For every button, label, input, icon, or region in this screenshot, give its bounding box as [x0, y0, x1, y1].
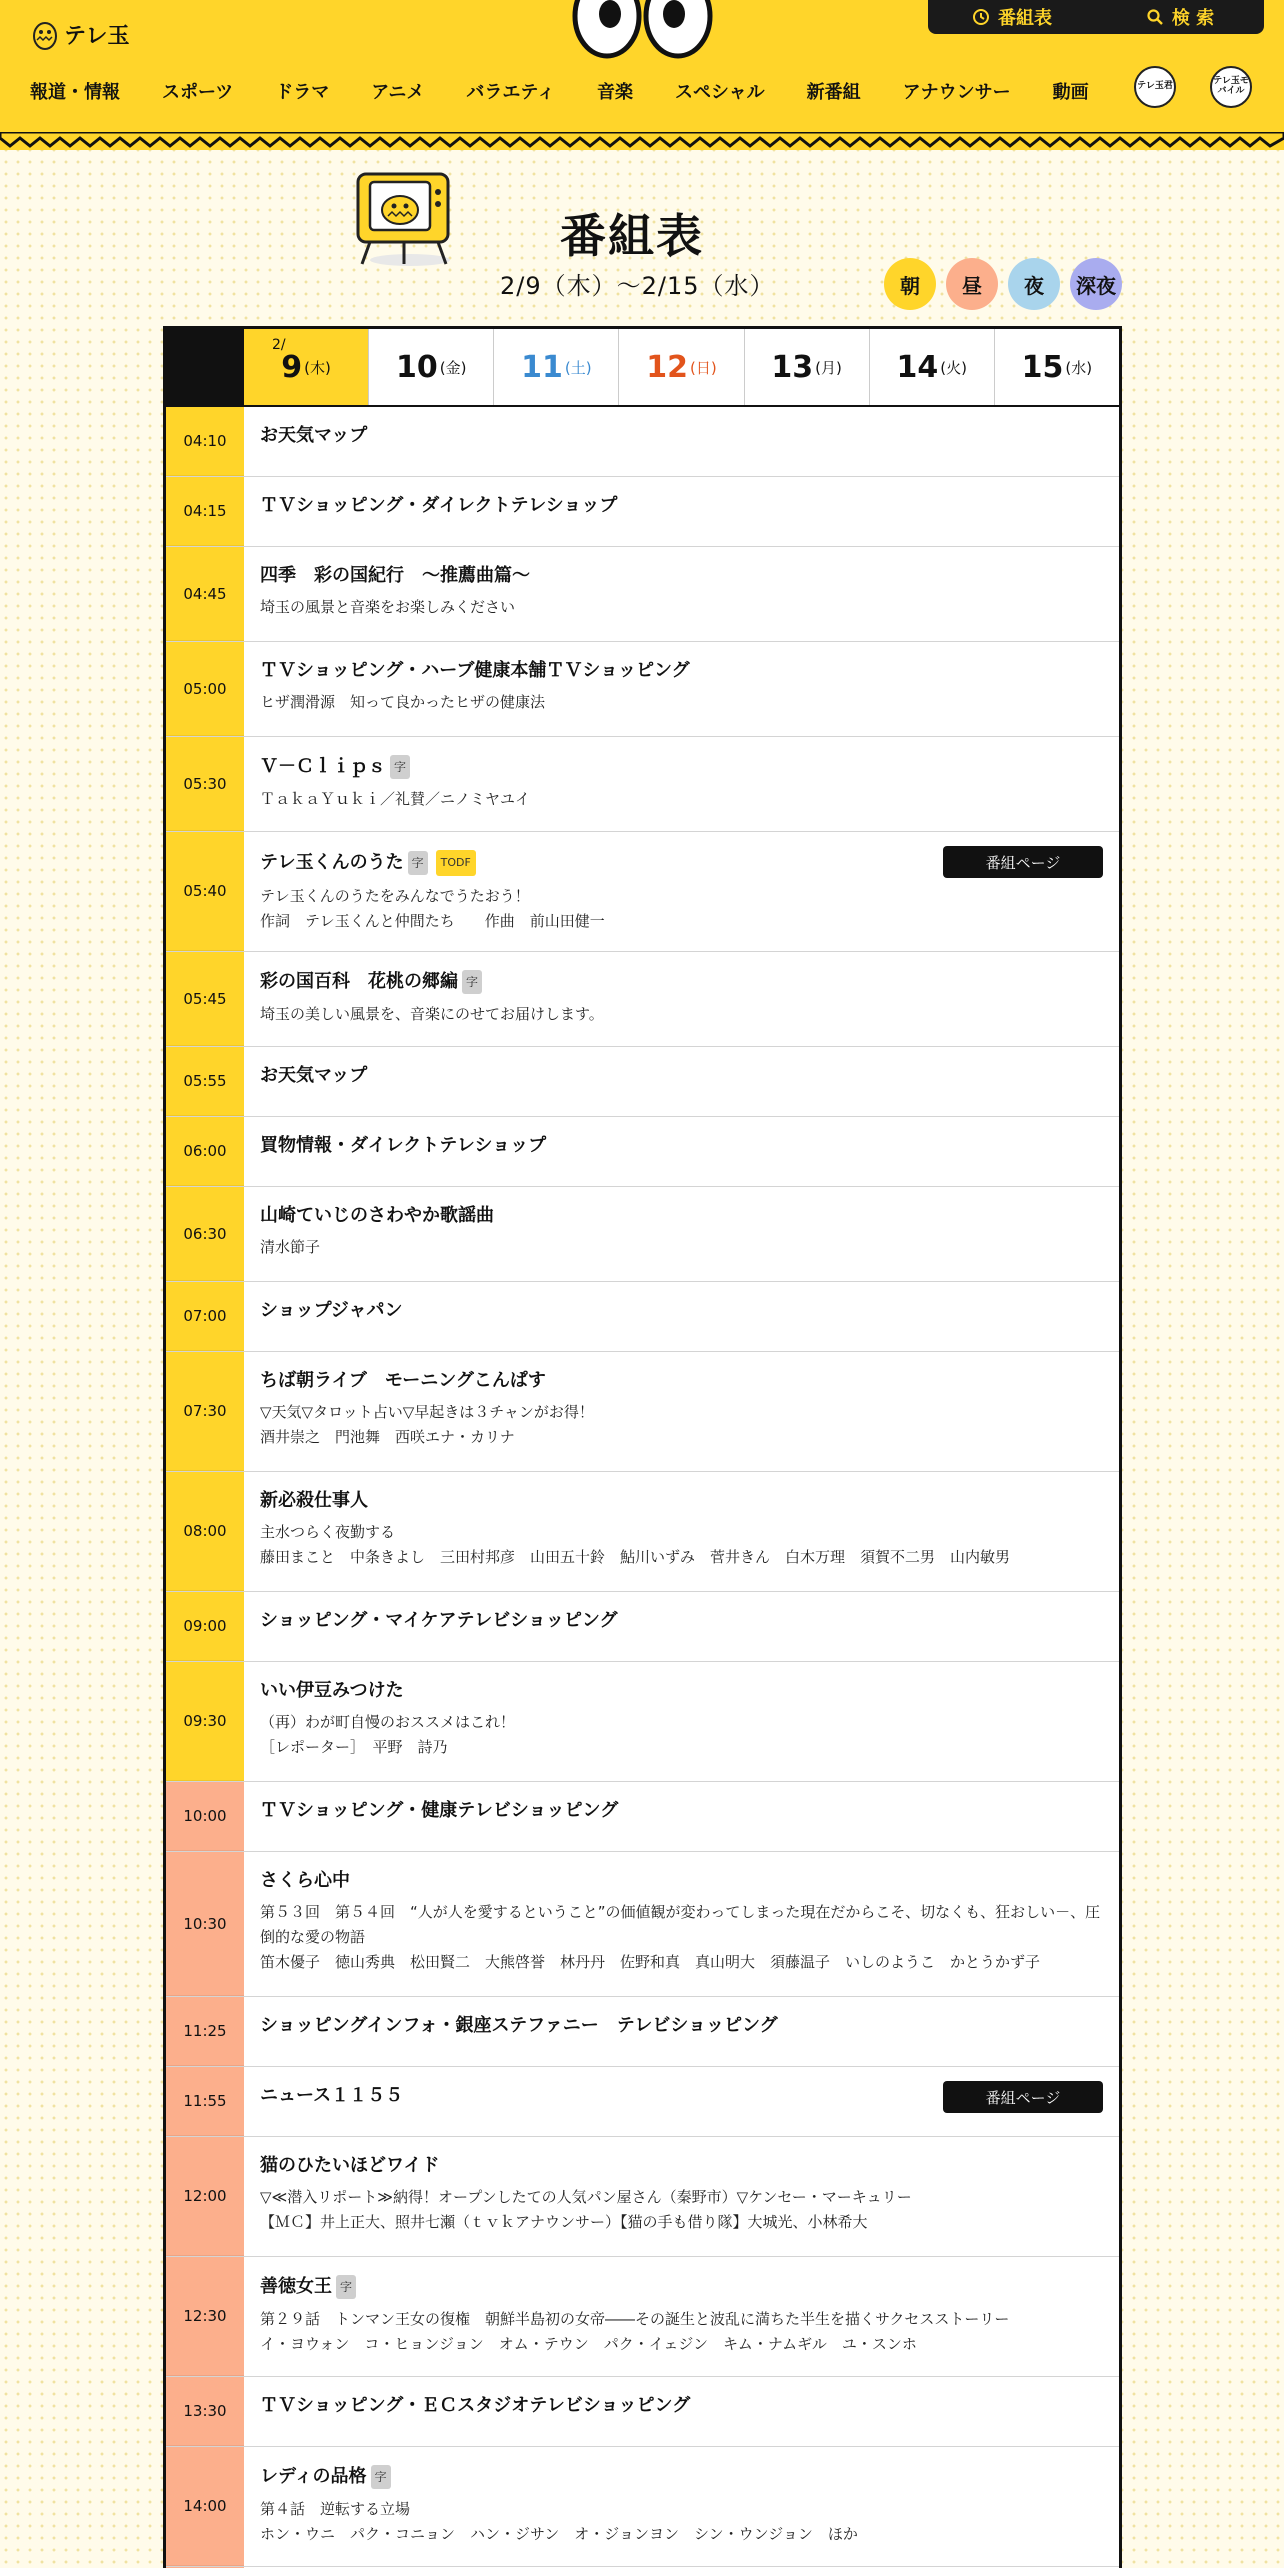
- nav-music[interactable]: 音楽: [596, 82, 633, 103]
- program-title: ショップジャパン: [260, 1300, 403, 1321]
- program-cell[interactable]: [244, 1352, 1119, 1471]
- search-button-label: 検 索: [1171, 8, 1215, 29]
- program-title: テレ玉くんのうた: [260, 852, 404, 873]
- mascot-eyes-icon: [570, 0, 715, 60]
- day-number: 10: [395, 349, 438, 385]
- program-title: お天気マップ: [260, 425, 368, 446]
- program-cell[interactable]: [244, 1852, 1119, 1996]
- main-nav: [30, 78, 1089, 104]
- program-title: ＴＶショッピング・ハーブ健康本舗ＴＶショッピング: [260, 660, 690, 681]
- time-slot: 10:30: [166, 1852, 244, 1996]
- badge-label: テレ玉モバイル: [1213, 76, 1249, 96]
- program-cell[interactable]: [244, 1282, 1119, 1351]
- program-row: [166, 952, 1119, 1047]
- subtitle-badge: 字: [371, 2465, 391, 2489]
- program-description: ヒザ潤滑源 知って良かったヒザの健康法: [260, 693, 546, 711]
- time-of-day-night[interactable]: [1008, 258, 1060, 310]
- tele-tama-mascot-icon: [32, 16, 58, 52]
- program-cell[interactable]: [244, 407, 1119, 476]
- program-description: 笛木優子 徳山秀典 松田賢二 大熊啓誉 林丹丹 佐野和真 真山明大 須藤温子 いしのようこ かとうかず子: [260, 1953, 1041, 1971]
- time-slot: 06:30: [166, 1187, 244, 1281]
- time-slot: 05:55: [166, 1047, 244, 1116]
- day-number: 13: [771, 349, 814, 385]
- time-slot: 11:55: [166, 2067, 244, 2136]
- day-tab-fri[interactable]: [368, 329, 493, 405]
- program-title: さくら心中: [260, 1870, 350, 1891]
- program-row: [166, 1117, 1119, 1187]
- program-title: いい伊豆みつけた: [260, 1680, 404, 1701]
- program-row: [166, 1997, 1119, 2067]
- search-button[interactable]: [1096, 0, 1264, 34]
- program-cell[interactable]: [244, 2137, 1119, 2256]
- day-tab-sun[interactable]: [618, 329, 743, 405]
- time-slot: 05:30: [166, 737, 244, 831]
- time-slot: 04:45: [166, 547, 244, 641]
- time-slot: 07:30: [166, 1352, 244, 1471]
- day-number: 9: [281, 349, 303, 385]
- nav-sports[interactable]: スポーツ: [162, 82, 234, 103]
- program-description: イ・ヨウォン コ・ヒョンジョン オム・テウン パク・イェジン キム・ナムギル ユ・スンホ: [260, 2335, 917, 2353]
- day-weekday: (月): [815, 358, 842, 377]
- program-description: ［レポーター］ 平野 詩乃: [260, 1738, 448, 1756]
- program-cell[interactable]: [244, 1117, 1119, 1186]
- time-slot: 12:00: [166, 2137, 244, 2256]
- program-description: テレ玉くんのうたをみんなでうたおう！: [260, 887, 530, 905]
- time-slot: 04:10: [166, 407, 244, 476]
- time-of-day-late-night[interactable]: [1070, 258, 1122, 310]
- program-description: 主水つらく夜勤する: [260, 1523, 396, 1541]
- program-cell[interactable]: [244, 1662, 1119, 1781]
- day-weekday: (水): [1065, 358, 1093, 377]
- time-of-day-morning[interactable]: [884, 258, 936, 310]
- program-description: 作詞 テレ玉くんと仲間たち 作曲 前山田健一: [260, 912, 605, 930]
- program-description: 【ＭＣ】井上正大、照井七瀬（ｔｖｋアナウンサー）【猫の手も借り隊】大城光、小林希大: [260, 2213, 868, 2231]
- program-row: [166, 2067, 1119, 2137]
- day-tab-tue[interactable]: [869, 329, 994, 405]
- time-slot: 08:00: [166, 1472, 244, 1591]
- subtitle-badge: 字: [390, 755, 410, 779]
- time-slot: 14:00: [166, 2447, 244, 2566]
- program-row: [166, 1187, 1119, 1282]
- program-row: [166, 1782, 1119, 1852]
- day-number: 14: [896, 349, 939, 385]
- program-row: [166, 477, 1119, 547]
- date-range: 2/9（木）〜2/15（水）: [500, 272, 775, 300]
- program-cell[interactable]: [244, 642, 1119, 736]
- program-description: ▽≪潜入リポート≫納得！オープンしたての人気パン屋さん（秦野市）▽ケンセー・マーキュリー: [260, 2188, 912, 2206]
- program-row: [166, 1852, 1119, 1997]
- day-month-prefix: 2/: [272, 337, 286, 353]
- program-description: 酒井崇之 門池舞 西咲エナ・カリナ: [260, 1428, 515, 1446]
- day-tabs: [166, 329, 1119, 407]
- program-title: Ｖ－Ｃｌｉｐｓ: [260, 756, 386, 777]
- subtitle-badge: 字: [462, 970, 482, 994]
- nav-anime[interactable]: アニメ: [371, 82, 425, 103]
- page-title: 番組表: [560, 209, 704, 263]
- program-cell[interactable]: [244, 832, 1119, 951]
- program-description: 清水節子: [260, 1238, 321, 1256]
- day-number: 11: [521, 349, 563, 385]
- nav-announcer[interactable]: アナウンサー: [902, 82, 1011, 103]
- program-title: ちば朝ライブ モーニングこんぱす: [260, 1370, 546, 1391]
- day-number: 12: [646, 349, 688, 385]
- subtitle-badge: 字: [408, 851, 428, 875]
- program-title: 山崎ていじのさわやか歌謡曲: [260, 1205, 494, 1226]
- search-icon: [1146, 8, 1164, 26]
- time-slot: 05:40: [166, 832, 244, 951]
- program-row: [166, 2257, 1119, 2377]
- top-button-bar: [928, 0, 1264, 34]
- tod-label: 昼: [962, 273, 982, 298]
- program-cell[interactable]: [244, 2067, 1119, 2136]
- time-slot: 05:45: [166, 952, 244, 1046]
- tv-mascot-icon: [350, 168, 460, 268]
- program-description: 埼玉の風景と音楽をお楽しみください: [260, 598, 516, 616]
- day-weekday: (土): [564, 358, 592, 377]
- program-row: [166, 1047, 1119, 1117]
- day-number: 15: [1021, 349, 1064, 385]
- time-slot: 05:00: [166, 642, 244, 736]
- day-weekday: (金): [439, 358, 467, 377]
- time-slot: 11:25: [166, 1997, 244, 2066]
- program-title: 四季 彩の国紀行 ～推薦曲篇～: [260, 565, 530, 586]
- nav-news[interactable]: 報道・情報: [30, 82, 120, 103]
- badge-label: テレ玉君: [1137, 81, 1173, 92]
- nav-drama[interactable]: ドラマ: [275, 82, 330, 103]
- program-title: 買物情報・ダイレクトテレショップ: [260, 1135, 547, 1156]
- program-cell[interactable]: [244, 1782, 1119, 1851]
- time-slot: 06:00: [166, 1117, 244, 1186]
- program-cell[interactable]: [244, 1047, 1119, 1116]
- program-title: 新必殺仕事人: [260, 1490, 368, 1511]
- program-description: （再）わが町自慢のおススメはこれ！: [260, 1713, 516, 1731]
- program-cell[interactable]: [244, 477, 1119, 546]
- schedule-button-label: 番組表: [998, 8, 1052, 29]
- time-slot: 12:30: [166, 2257, 244, 2376]
- program-title: ショッピングインフォ・銀座ステファニー テレビショッピング: [260, 2015, 778, 2036]
- program-title: レディの品格: [260, 2466, 367, 2487]
- nav-badge-teletama-kun[interactable]: [1134, 66, 1176, 108]
- program-row: [166, 2377, 1119, 2447]
- program-row: [166, 1472, 1119, 1592]
- day-tab-mon[interactable]: [744, 329, 869, 405]
- time-slot: 09:30: [166, 1662, 244, 1781]
- program-description: 埼玉の美しい風景を、音楽にのせてお届けします。: [260, 1005, 604, 1023]
- day-weekday: (日): [690, 358, 717, 377]
- program-page-button[interactable]: 番組ページ: [943, 2081, 1103, 2113]
- day-weekday: (木): [304, 358, 331, 377]
- nav-special[interactable]: スペシャル: [674, 82, 765, 103]
- site-logo[interactable]: [32, 16, 130, 52]
- program-cell[interactable]: [244, 737, 1119, 831]
- program-cell[interactable]: [244, 1592, 1119, 1661]
- day-tab-wed[interactable]: [994, 329, 1119, 405]
- nav-new-programs[interactable]: 新番組: [806, 82, 861, 103]
- program-title: お天気マップ: [260, 1065, 368, 1086]
- program-row: [166, 2447, 1119, 2567]
- schedule-button[interactable]: [928, 0, 1096, 34]
- time-slot: 13:30: [166, 2377, 244, 2446]
- program-description: ＴａｋａＹｕｋｉ／礼賛／ニノミヤユイ: [260, 790, 531, 808]
- time-slot: 09:00: [166, 1592, 244, 1661]
- program-title: 猫のひたいほどワイド: [260, 2155, 440, 2176]
- program-title: ショッピング・マイケアテレビショッピング: [260, 1610, 618, 1631]
- site-header: [0, 0, 1284, 150]
- nav-badge-mobile[interactable]: [1210, 66, 1252, 108]
- time-slot: 10:00: [166, 1782, 244, 1851]
- program-title: ＴＶショッピング・健康テレビショッピング: [260, 1800, 619, 1821]
- schedule-grid: [163, 326, 1122, 2568]
- program-description: ▽天気▽タロット占い▽早起きは３チャンがお得！: [260, 1403, 594, 1421]
- tod-label: 深夜: [1076, 273, 1116, 298]
- program-row: [166, 1662, 1119, 1782]
- program-row: [166, 1592, 1119, 1662]
- program-cell[interactable]: [244, 2447, 1119, 2566]
- day-tab-thu[interactable]: [244, 329, 368, 405]
- day-tabs-corner: [166, 329, 244, 405]
- program-description: 藤田まこと 中条きよし 三田村邦彦 山田五十鈴 鮎川いずみ 菅井きん 白木万理 須賀不二男 山内敏男: [260, 1548, 1011, 1566]
- program-row: [166, 547, 1119, 642]
- subtitle-badge: 字: [336, 2275, 356, 2299]
- program-row: [166, 737, 1119, 832]
- program-cell[interactable]: [244, 2257, 1119, 2376]
- day-tab-sat[interactable]: [493, 329, 618, 405]
- program-description: 第５３回 第５４回 “人が人を愛するということ”の価値観が変わってしまった現在だからこそ、切なくも、狂おしい－、圧倒的な愛の物語: [260, 1903, 1101, 1946]
- program-row: [166, 2137, 1119, 2257]
- nav-variety[interactable]: バラエティ: [466, 82, 555, 103]
- program-title: 善徳女王: [260, 2276, 332, 2297]
- program-description: ホン・ウニ パク・コニョン ハン・ジサン オ・ジョンヨン シン・ウンジョン ほか: [260, 2525, 858, 2543]
- program-cell[interactable]: [244, 1472, 1119, 1591]
- program-cell[interactable]: [244, 1187, 1119, 1281]
- program-title: 彩の国百科 花桃の郷編: [260, 971, 458, 992]
- program-cell[interactable]: [244, 1997, 1119, 2066]
- program-title: ＴＶショッピング・ＥＣスタジオテレビショッピング: [260, 2395, 691, 2416]
- program-page-button[interactable]: 番組ページ: [943, 846, 1103, 878]
- tod-label: 夜: [1024, 273, 1044, 298]
- nav-video[interactable]: 動画: [1052, 82, 1089, 103]
- program-row: [166, 407, 1119, 477]
- todf-badge: TODF: [436, 850, 476, 876]
- program-row: [166, 832, 1119, 952]
- tod-label: 朝: [900, 273, 920, 298]
- program-row: [166, 642, 1119, 737]
- program-title: ＴＶショッピング・ダイレクトテレショップ: [260, 495, 618, 516]
- header-zigzag-divider: [0, 132, 1284, 152]
- clock-icon: [972, 8, 990, 26]
- program-row: [166, 1282, 1119, 1352]
- time-of-day-daytime[interactable]: [946, 258, 998, 310]
- program-description: 第４話 逆転する立場: [260, 2500, 411, 2518]
- program-row: [166, 1352, 1119, 1472]
- program-title: ニュース１１５５: [260, 2085, 404, 2106]
- logo-text: テレ玉: [64, 23, 130, 49]
- program-cell[interactable]: [244, 2377, 1119, 2446]
- program-cell[interactable]: [244, 547, 1119, 641]
- program-cell[interactable]: [244, 952, 1119, 1046]
- day-weekday: (火): [940, 358, 967, 377]
- time-slot: 07:00: [166, 1282, 244, 1351]
- time-slot: 04:15: [166, 477, 244, 546]
- program-description: 第２９話 トンマン王女の復権 朝鮮半島初の女帝――その誕生と波乱に満ちた半生を描くサクセスストーリー: [260, 2310, 1010, 2328]
